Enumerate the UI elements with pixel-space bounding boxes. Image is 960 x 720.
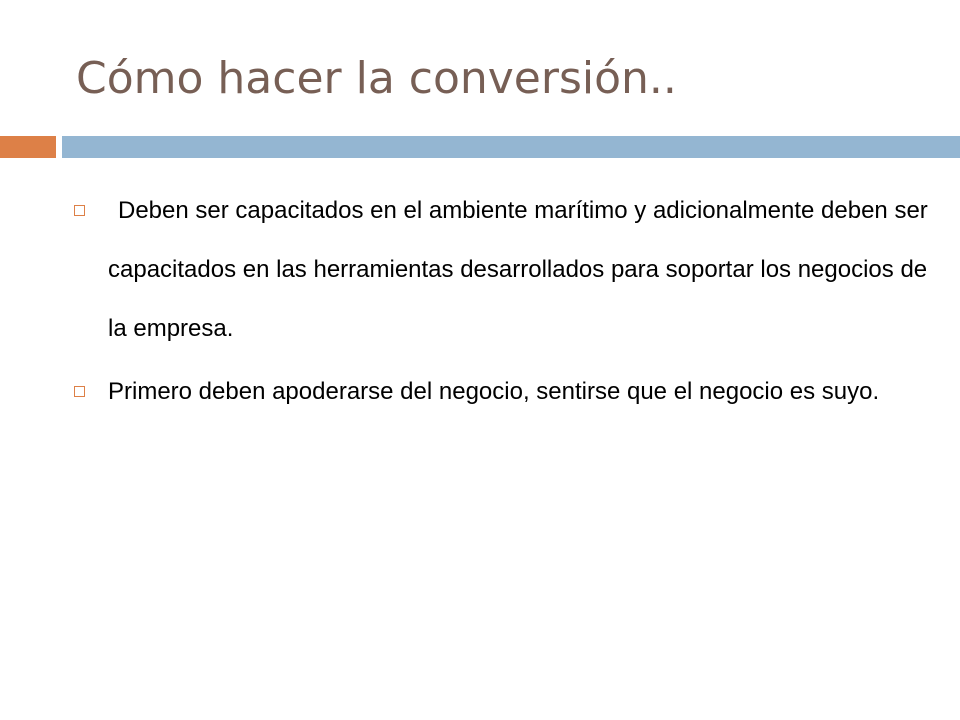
bullet-text: Primero deben apoderarse del negocio, sentirse que el negocio es suyo. xyxy=(108,378,880,405)
bullet-item xyxy=(74,362,934,421)
title-accent-bar-orange xyxy=(0,136,56,158)
hollow-square-bullet-icon xyxy=(74,205,85,216)
bullet-list xyxy=(74,181,934,425)
title-accent-bar-blue xyxy=(62,136,960,158)
hollow-square-bullet-icon xyxy=(74,386,85,397)
bullet-item xyxy=(74,181,934,358)
bullet-text: Deben ser capacitados en el ambiente marítimo y adicionalmente deben ser capacitados en las herramientas desarrollados para soportar los negocios de la empresa. xyxy=(108,197,928,342)
slide-title: Cómo hacer la conversión.. xyxy=(76,53,677,104)
